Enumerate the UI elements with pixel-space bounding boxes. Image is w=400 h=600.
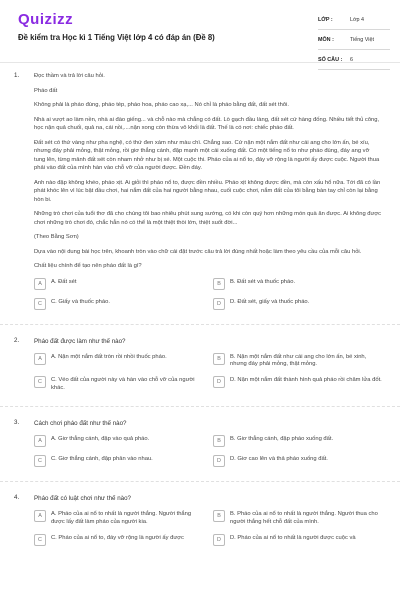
answer-option-a[interactable] — [34, 435, 203, 447]
passage-paragraph: Những trò chơi của tuổi thơ đã cho chúng tôi bao nhiêu phút sung sướng, có khi còn quý hơn những món quà ăn được. Ai không được chơi những trò chơi đó, chắc hẳn nó có thể là một thiệt thòi lớn, thiệt suốt đời... — [34, 211, 382, 226]
answer-option-d[interactable] — [213, 534, 382, 546]
option-text: A. Pháo của ai nổ to nhất là người thắng. Người thắng được lấy đất làm pháo của người kia. — [51, 511, 192, 525]
question-4 — [0, 494, 400, 546]
option-letter: D — [213, 534, 225, 546]
option-text: C. Giơ thẳng cánh, đập phản vào nhau. — [51, 456, 153, 463]
answer-option-c[interactable] — [34, 534, 203, 546]
question-1 — [0, 72, 400, 310]
answer-options — [34, 510, 382, 546]
answer-option-b[interactable] — [213, 435, 382, 447]
question-separator — [0, 406, 400, 407]
question-text: Pháo đất được làm như thế nào? — [34, 337, 126, 345]
answer-option-a[interactable] — [34, 278, 203, 290]
meta-row-count — [318, 50, 390, 70]
question-text: Pháo đất có luật chơi như thế nào? — [34, 495, 131, 503]
meta-value: 6 — [350, 56, 353, 63]
option-text: B. Nặn một nắm đất như cái ang cho lớn ấn, bé xinh, nhưng đáy phải mỏng, thật mỏng. — [230, 353, 367, 367]
passage-paragraph: Nhà ai vượt ao làm nền, nhà ai đào giếng... và chỗ nào mà chẳng có đất. Lò gạch đầu làng, đất sét cứ hàng đống. Nhiều tiết thủ công, học nặn quả chuối, quả na, cái nồi,....nặn xong còn thừa vô khối là đất. Thế là có nơi: chiếc pháo đất. — [34, 116, 380, 131]
answer-options — [34, 278, 382, 310]
meta-value: Tiếng Việt — [350, 36, 374, 43]
passage-title: Pháo đất — [34, 87, 58, 94]
sub-question-text: Chất liệu chính để tạo nên pháo đất là gì? — [34, 263, 142, 269]
option-text: D. Giơ cao lên và thả pháo xuống đất. — [230, 456, 328, 463]
question-separator — [0, 481, 400, 482]
question-number: 4. — [14, 494, 20, 502]
option-text: D. Pháo của ai nổ to nhất là người được cuộc và — [230, 534, 356, 541]
answer-option-d[interactable] — [213, 455, 382, 467]
option-letter: B — [213, 353, 225, 365]
passage-paragraph: Không phải là pháo đùng, pháo tép, pháo hoa, pháo cao xạ,... Nó chỉ là pháo bằng đất, đất sét thôi. — [34, 102, 289, 108]
answer-option-d[interactable] — [213, 376, 382, 392]
option-letter: B — [213, 510, 225, 522]
meta-value: Lớp 4 — [350, 16, 365, 23]
question-text: Đọc thầm và trả lời câu hỏi. — [34, 73, 105, 79]
passage-paragraph: Đất sét có thứ vàng như pha nghệ, có thứ đen xám như màu chì. Chẳng sao. Cứ nặn một nắm đất như cái ang cho lớn ấn, bé xíu, nhưng đáy phải mỏng, thật mỏng, rồi giơ thẳng cánh, đập mạnh một cái xuống đất. Có một tiếng nổ to như pháo đùng, đáy ang vỡ tung lên, từng mảnh đất sét còn nham nhở như bị xé. Một cuộc thi. Pháo của ai nổ to, đáy vỡ rộng là người ấy được cuộc. Người thua phải vào đất của mình hàn vào chỗ vỡ của người được. Đền đáy. — [34, 139, 380, 171]
answer-option-c[interactable] — [34, 455, 203, 467]
question-text: Cách chơi pháo đất như thế nào? — [34, 420, 127, 428]
option-letter: A — [34, 510, 46, 522]
option-text: D. Nặn một nắm đất thành hình quả pháo rồi châm lửa đốt. — [230, 377, 382, 384]
question-number: 3. — [14, 419, 20, 427]
worksheet-meta — [318, 10, 390, 70]
passage-paragraph: Anh nào đập không khéo, pháo xịt. Ai giỏi thì pháo nổ to, được đền nhiều. Pháo xịt không được đền, mà còn xấu hổ nữa. Tới đã có lần phát khóc lên vì lúc bật đầu chơi, hai nắm đất của hai người bằng nhau, cuối cuộc chơi, nắm đất của tôi bằng bàn tay chỉ còn lại bằng hòn bi. — [34, 179, 381, 203]
option-text: B. Giơ thẳng cánh, đập pháo xuống đất. — [230, 436, 334, 443]
answer-option-d[interactable] — [213, 298, 382, 310]
worksheet-header — [0, 0, 400, 63]
option-letter: C — [34, 376, 46, 388]
worksheet-title: Đề kiểm tra Học kì 1 Tiếng Việt lớp 4 có đáp án (Đề 8) — [18, 33, 215, 42]
meta-key: MÔN : — [318, 36, 334, 43]
option-text: B. Pháo của ai nổ to nhất là người thắng. Người thua cho người thắng hết chỗ đất của mình. — [230, 511, 378, 525]
meta-key: SỐ CÂU : — [318, 56, 343, 63]
option-text: C. Giấy và thuốc pháo. — [51, 298, 110, 305]
option-letter: B — [213, 278, 225, 290]
question-2 — [0, 337, 400, 393]
header-divider — [0, 62, 400, 63]
option-letter: A — [34, 353, 46, 365]
option-text: C. Pháo của ai nổ to, đáy vỡ rộng là người ấy được — [51, 534, 184, 541]
passage-source: (Theo Bằng Sơn) — [34, 234, 79, 240]
answer-option-b[interactable] — [213, 353, 382, 369]
option-letter: D — [213, 455, 225, 467]
quizizz-logo: Quizizz — [18, 11, 74, 28]
option-text: B. Đất sét và thuốc pháo. — [230, 278, 296, 285]
option-text: A. Đất sét — [51, 278, 77, 285]
option-text: D. Đất sét, giấy và thuốc pháo. — [230, 298, 310, 305]
option-letter: D — [213, 376, 225, 388]
answer-option-c[interactable] — [34, 298, 203, 310]
answer-option-c[interactable] — [34, 376, 203, 392]
question-3 — [0, 419, 400, 467]
meta-row-grade — [318, 10, 390, 30]
answer-option-b[interactable] — [213, 278, 382, 290]
option-letter: B — [213, 435, 225, 447]
meta-row-subject — [318, 30, 390, 50]
answer-options — [34, 435, 382, 467]
option-text: A. Giơ thẳng cánh, đập vào quả pháo. — [51, 436, 150, 443]
option-text: C. Véo đất của người này và hàn vào chỗ vỡ của người khác. — [51, 377, 195, 391]
answer-option-a[interactable] — [34, 510, 203, 526]
option-letter: A — [34, 278, 46, 290]
option-letter: C — [34, 298, 46, 310]
question-separator — [0, 324, 400, 325]
answer-option-b[interactable] — [213, 510, 382, 526]
answer-options — [34, 353, 382, 393]
answer-option-a[interactable] — [34, 353, 203, 369]
option-letter: D — [213, 298, 225, 310]
question-number: 1. — [14, 72, 20, 79]
option-letter: A — [34, 435, 46, 447]
option-text: A. Nặn một nắm đất tròn rồi nhồi thuốc pháo. — [51, 353, 167, 360]
question-number: 2. — [14, 336, 20, 344]
instruction-text: Dựa vào nội dung bài học trên, khoanh tròn vào chữ cái đặt trước câu trả lời đúng nhất hoặc làm theo yêu cầu của mỗi câu hỏi. — [34, 248, 362, 255]
option-letter: C — [34, 455, 46, 467]
meta-key: LỚP : — [318, 16, 333, 23]
questions-list — [0, 72, 400, 560]
option-letter: C — [34, 534, 46, 546]
